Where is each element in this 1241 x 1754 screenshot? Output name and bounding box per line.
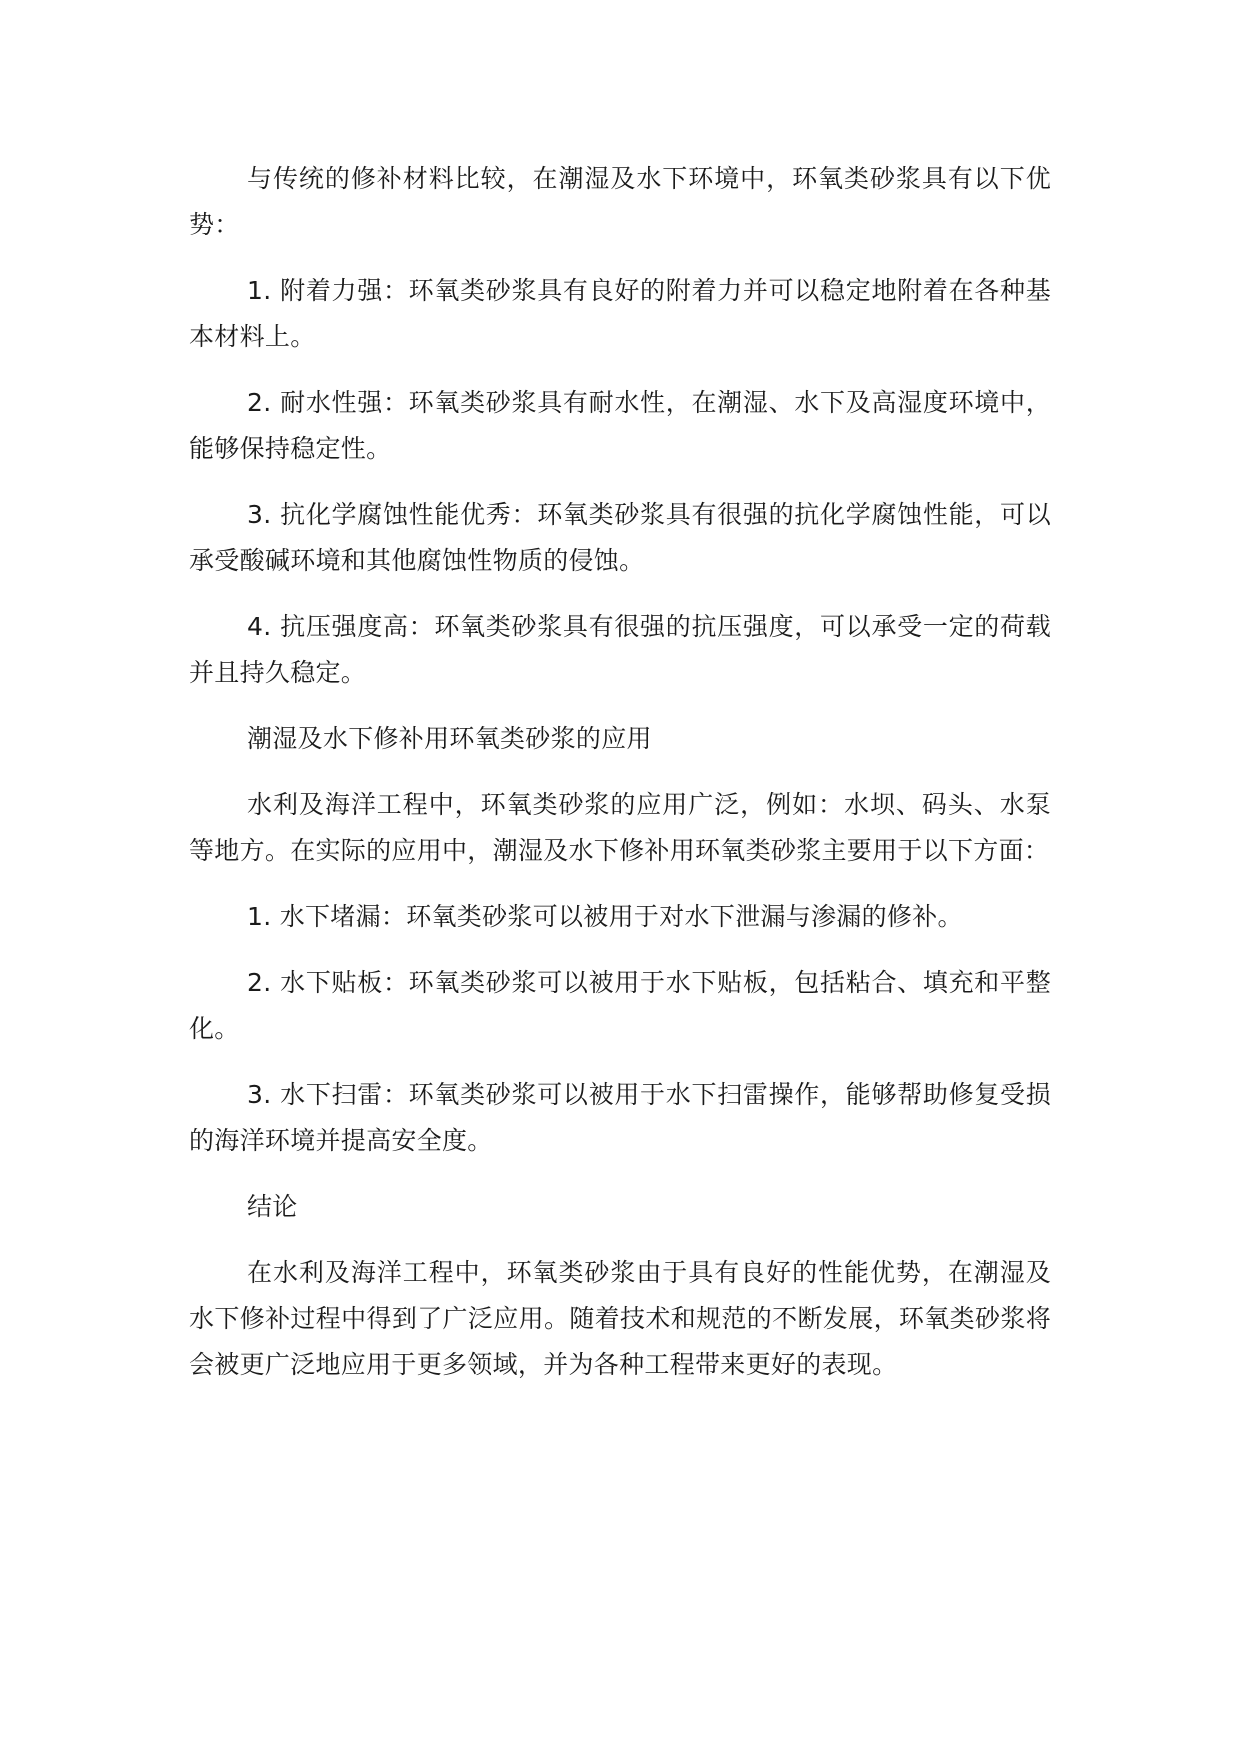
advantage-item-3: 3. 抗化学腐蚀性能优秀：环氧类砂浆具有很强的抗化学腐蚀性能，可以承受酸碱环境和其他腐蚀性物质的侵蚀。: [189, 500, 1051, 575]
advantage-item-4: 4. 抗压强度高：环氧类砂浆具有很强的抗压强度，可以承受一定的荷载并且持久稳定。: [189, 612, 1051, 687]
section-heading-application: 潮湿及水下修补用环氧类砂浆的应用: [247, 724, 652, 753]
application-intro-paragraph: 水利及海洋工程中，环氧类砂浆的应用广泛，例如：水坝、码头、水泵等地方。在实际的应用中，潮湿及水下修补用环氧类砂浆主要用于以下方面：: [189, 790, 1051, 865]
intro-paragraph: 与传统的修补材料比较，在潮湿及水下环境中，环氧类砂浆具有以下优势：: [189, 164, 1051, 239]
application-item-1: 1. 水下堵漏：环氧类砂浆可以被用于对水下泄漏与渗漏的修补。: [247, 902, 963, 931]
conclusion-paragraph: 在水利及海洋工程中，环氧类砂浆由于具有良好的性能优势，在潮湿及水下修补过程中得到了广泛应用。随着技术和规范的不断发展，环氧类砂浆将会被更广泛地应用于更多领域，并为各种工程带来更好的表现。: [189, 1258, 1051, 1379]
section-heading-conclusion: 结论: [247, 1192, 298, 1221]
advantage-item-2: 2. 耐水性强：环氧类砂浆具有耐水性，在潮湿、水下及高湿度环境中，能够保持稳定性。: [189, 388, 1051, 463]
document-body: [189, 156, 1051, 1408]
advantage-item-1: 1. 附着力强：环氧类砂浆具有良好的附着力并可以稳定地附着在各种基本材料上。: [189, 276, 1051, 351]
application-item-3: 3. 水下扫雷：环氧类砂浆可以被用于水下扫雷操作，能够帮助修复受损的海洋环境并提高安全度。: [189, 1080, 1051, 1155]
application-item-2: 2. 水下贴板：环氧类砂浆可以被用于水下贴板，包括粘合、填充和平整化。: [189, 968, 1051, 1043]
